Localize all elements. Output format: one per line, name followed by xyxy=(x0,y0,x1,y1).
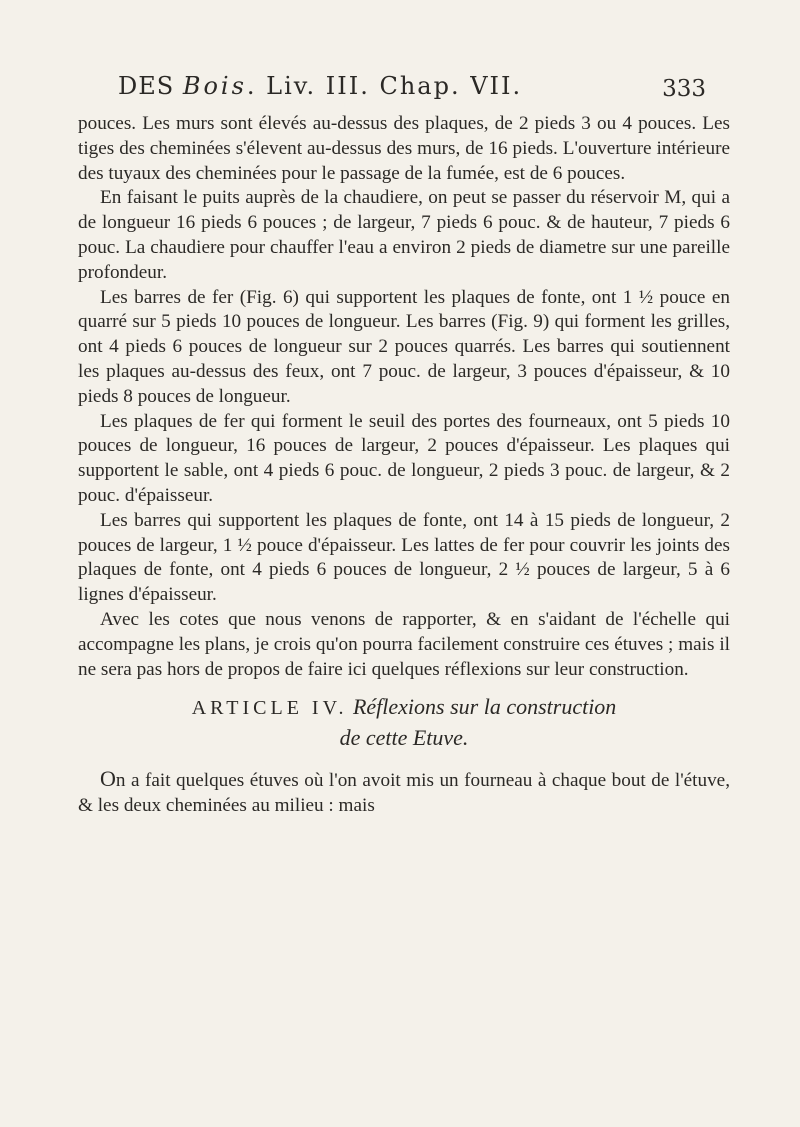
header-bois: Bois xyxy=(182,72,247,100)
article-label: ARTICLE IV. xyxy=(191,697,348,720)
paragraph-final: On a fait quelques étuves où l'on avoit mis un fourneau à chaque bout de l'étuve, & les deux cheminées au milieu : mais xyxy=(78,766,730,817)
paragraph-2: En faisant le puits auprès de la chaudiere, on peut se passer du réservoir M, qui a de longueur 16 pieds 6 pouces ; de largeur, 7 pieds 6 pouc. & de hauteur, 7 pieds 6 pouc. La chaudiere pour chauffer l'eau a environ 2 pieds de diametre sur une pareille profondeur. xyxy=(78,187,730,283)
paragraph-6: Avec les cotes que nous venons de rapporter, & en s'aidant de l'échelle qui accompagne les plans, je crois qu'on pourra facilement construire ces étuves ; mais il ne sera pas hors de propos de faire ici quelques réflexions sur leur construction. xyxy=(78,608,730,680)
article-heading xyxy=(78,692,730,753)
running-header xyxy=(118,72,706,102)
page-number: 333 xyxy=(662,76,706,102)
paragraph-5: Les barres qui supportent les plaques de fonte, ont 14 à 15 pieds de longueur, 2 pouces de largeur, 1 ½ pouce d'épaisseur. Les lattes de fer pour couvrir les joints des plaques de fonte, ont 4 pieds 6 pouces de longueur, 2 ½ pouces de largeur, 5 à 6 lignes d'épaisseur. xyxy=(78,509,730,606)
article-title-line2: de cette Etuve. xyxy=(339,725,469,751)
paragraph-3: Les barres de fer (Fig. 6) qui supportent les plaques de fonte, ont 1 ½ pouce en quarré sur 5 pieds 10 pouces de longueur. Les barres (Fig. 9) qui forment les grilles, ont 4 pieds 6 pouces de longueur sur 2 pouces quarrés. Les barres qui soutiennent les plaques au-dessus des feux, ont 7 pouc. de largeur, 3 pouces d'épaisseur, & 10 pieds 8 pouces de longueur. xyxy=(78,286,730,407)
header-des: DES xyxy=(118,72,175,100)
page-body xyxy=(78,112,730,819)
article-title-line1: Réflexions sur la construction xyxy=(352,694,617,720)
paragraph-4: Les plaques de fer qui forment le seuil des portes des fourneaux, ont 5 pieds 10 pouces de longueur, 16 pouces de largeur, 2 pouces d'épaisseur. Les plaques qui supportent le sable, ont 4 pieds 6 pouc. de longueur, 2 pieds 3 pouc. de largeur, & 2 pouc. d'épaisseur. xyxy=(78,410,730,506)
header-chapter: . Liv. III. Chap. VII. xyxy=(246,72,523,100)
paragraph-1: pouces. Les murs sont élevés au-dessus des plaques, de 2 pieds 3 ou 4 pouces. Les tiges des cheminées s'élevent au-dessus des murs, de 16 pieds. L'ouverture intérieure des tuyaux des cheminées pour le passage de la fumée, est de 6 pouces. xyxy=(78,113,730,184)
